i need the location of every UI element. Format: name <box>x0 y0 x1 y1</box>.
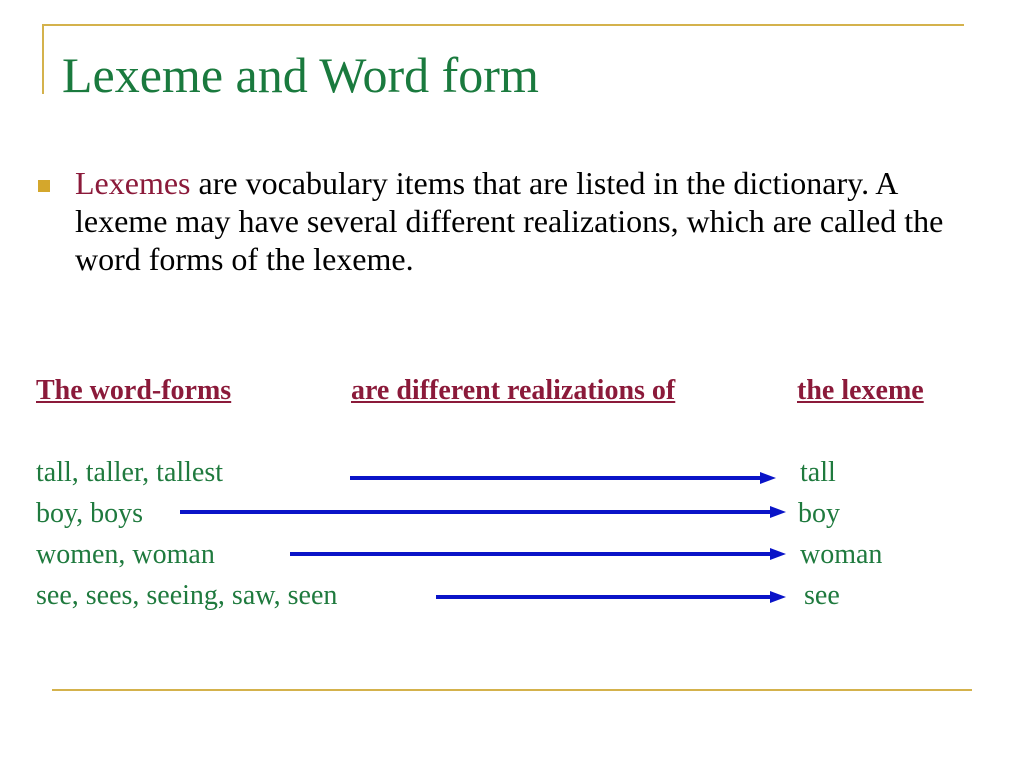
row-forms-4: see, sees, seeing, saw, seen <box>36 580 338 611</box>
row-lexeme-3: woman <box>800 539 883 570</box>
row-forms-1: tall, taller, tallest <box>36 457 224 488</box>
row-forms-2: boy, boys <box>36 498 144 529</box>
slide-title: Lexeme and Word form <box>62 47 539 103</box>
arrow-row-4 <box>436 591 786 603</box>
row-forms-3: women, woman <box>36 539 215 570</box>
header-lexeme: the lexeme <box>797 375 924 406</box>
row-lexeme-1: tall <box>800 457 836 488</box>
bullet-body: are vocabulary items that are listed in the dictionary. A lexeme may have several different realizations, which are called the word forms of the lexeme. <box>75 165 944 277</box>
arrow-row-3 <box>290 548 786 560</box>
row-lexeme-2: boy <box>798 498 840 529</box>
header-realizations: are different realizations of <box>351 375 676 406</box>
header-word-forms: The word-forms <box>36 375 232 406</box>
arrow-row-1 <box>350 472 776 484</box>
row-lexeme-4: see <box>804 580 840 611</box>
bullet-term: Lexemes <box>75 165 191 201</box>
arrow-row-2 <box>180 506 786 518</box>
